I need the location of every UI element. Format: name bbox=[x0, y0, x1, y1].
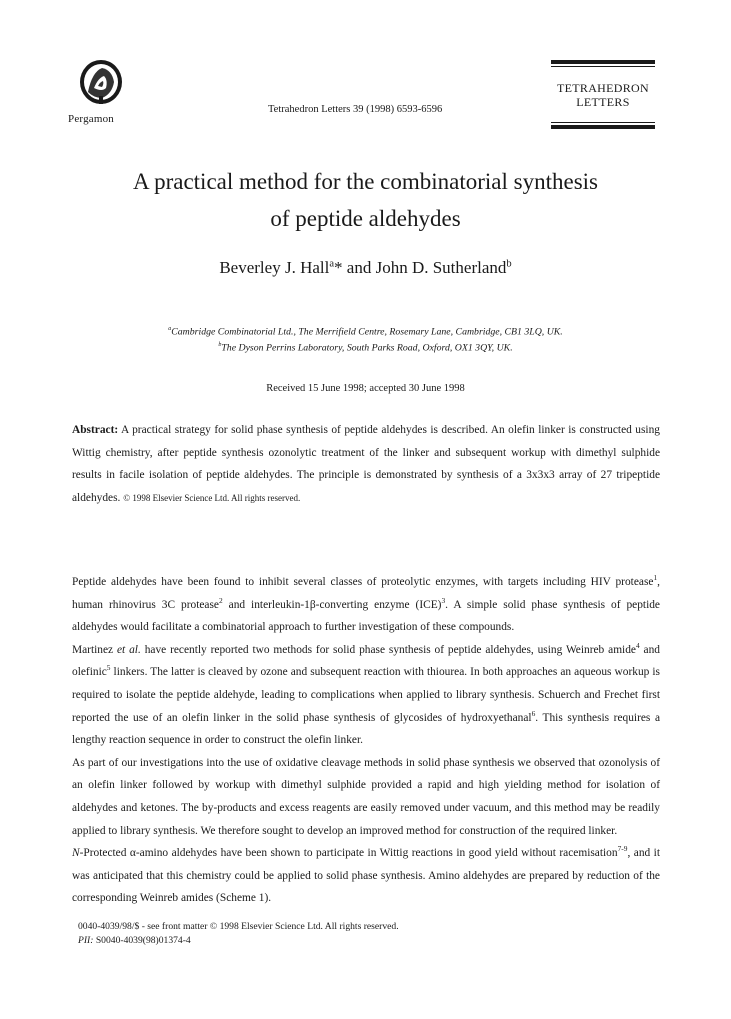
article-title bbox=[60, 163, 671, 237]
citation-4: 4 bbox=[635, 640, 640, 650]
abstract-copyright: © 1998 Elsevier Science Ltd. All rights reserved. bbox=[123, 492, 301, 503]
abstract-label: Abstract: bbox=[72, 424, 119, 436]
footer bbox=[78, 920, 399, 948]
p4-text-b: , and it was anticipated that this chemistry could be applied to solid phase synthesis. Amino aldehydes are prepared by reduction of the corresponding Weinreb amides (Scheme 1). bbox=[72, 847, 660, 905]
p2-text-d: linkers. The latter is cleaved by ozone and subsequent reaction with thiourea. In both approaches an aqueous workup is required to isolate the peptide aldehyde, leading to complications when applied to library synthesis. Schuerch and Frechet first reported the use of an olefin linker in the solid phase synthesis of glycosides of hydroxyethanal bbox=[72, 666, 660, 724]
abstract bbox=[72, 419, 660, 509]
citation-2: 2 bbox=[218, 595, 223, 605]
journal-masthead bbox=[551, 60, 655, 109]
author-hall: Beverley J. Hall bbox=[219, 258, 330, 277]
p1-text-a: Peptide aldehydes have been found to inhibit several classes of proteolytic enzymes, with targets including HIV protease bbox=[72, 576, 654, 588]
body-paragraph-1 bbox=[72, 571, 660, 639]
journal-reference: Tetrahedron Letters 39 (1998) 6593-6596 bbox=[268, 104, 443, 115]
affiliation-a-mark: a bbox=[168, 326, 172, 332]
p2-text-c: and olefinic bbox=[72, 643, 660, 679]
p2-text-a: Martinez bbox=[72, 643, 117, 656]
p1-text-d: . A simple solid phase synthesis of peptide aldehydes would facilitate a combinatorial approach to further investigation of these compounds. bbox=[72, 598, 660, 634]
citation-3: 3 bbox=[441, 595, 446, 605]
author-hall-affiliation-mark: a bbox=[329, 258, 335, 270]
author-conjunction: and bbox=[342, 258, 376, 277]
journal-name-line1: TETRAHEDRON bbox=[557, 81, 649, 95]
affiliation-a-text: Cambridge Combinatorial Ltd., The Merrifield Centre, Rosemary Lane, Cambridge, CB1 3LQ, UK. bbox=[171, 326, 563, 338]
p2-text-e: . This synthesis requires a lengthy reaction sequence in order to construct the olefin linker. bbox=[72, 711, 660, 747]
publisher-name: Pergamon bbox=[68, 113, 115, 125]
author-sutherland-affiliation-mark: b bbox=[506, 258, 512, 270]
article-body bbox=[72, 571, 660, 910]
masthead-rule-bottom-thick bbox=[551, 125, 655, 129]
author-list bbox=[60, 258, 671, 278]
corresponding-author-mark: * bbox=[334, 258, 343, 277]
journal-name bbox=[551, 81, 655, 109]
front-matter-line: 0040-4039/98/$ - see front matter © 1998 Elsevier Science Ltd. All rights reserved. bbox=[78, 921, 399, 932]
citation-5: 5 bbox=[106, 663, 111, 673]
p2-et-al: et al. bbox=[117, 643, 141, 656]
citation-1: 1 bbox=[653, 573, 658, 583]
masthead-rule-top bbox=[551, 60, 655, 64]
pii-line bbox=[78, 934, 399, 948]
citation-7-9: 7-9 bbox=[617, 844, 628, 854]
affiliation-b-text: The Dyson Perrins Laboratory, South Parks Road, Oxford, OX1 3QY, UK. bbox=[221, 342, 513, 354]
citation-6: 6 bbox=[531, 708, 536, 718]
p1-text-c: and interleukin-1β-converting enzyme (ICE) bbox=[222, 598, 442, 611]
p1-text-b: , human rhinovirus 3C protease bbox=[72, 576, 660, 611]
journal-name-line2: LETTERS bbox=[576, 95, 630, 109]
author-sutherland: John D. Sutherland bbox=[375, 258, 507, 277]
p4-text-a: -Protected α-amino aldehydes have been shown to participate in Wittig reactions in good yield without racemisation bbox=[79, 847, 618, 860]
masthead-rule-bottom-thin bbox=[551, 122, 655, 123]
pii-value: S0040-4039(98)01374-4 bbox=[93, 935, 191, 946]
masthead-rule-top-thin bbox=[551, 66, 655, 67]
body-paragraph-3: As part of our investigations into the use of oxidative cleavage methods in solid phase synthesis we observed that ozonolysis of an olefin linker followed by workup with dimethyl sulphide provided a rapid and high yielding method for isolation of aldehydes and ketones. The by-products and excess reagents are easily removed under vacuum, and this method may be readily applied to library synthesis. We therefore sought to develop an improved method for construction of the required linker. bbox=[72, 756, 660, 837]
elsevier-tree-logo bbox=[78, 58, 124, 108]
received-dates: Received 15 June 1998; accepted 30 June 1998 bbox=[266, 383, 465, 394]
body-paragraph-4 bbox=[72, 842, 660, 910]
body-paragraph-2 bbox=[72, 639, 660, 752]
affiliation-b-mark: b bbox=[218, 342, 222, 348]
pii-label: PII: bbox=[78, 935, 94, 946]
p2-text-b: have recently reported two methods for solid phase synthesis of peptide aldehydes, using Weinreb amide bbox=[140, 643, 636, 656]
p4-n-prefix: N bbox=[72, 847, 80, 860]
affiliation-b bbox=[60, 337, 671, 356]
title-line-1: A practical method for the combinatorial synthesis bbox=[133, 169, 598, 194]
abstract-text: A practical strategy for solid phase synthesis of peptide aldehydes is described. An olefin linker is constructed using Wittig chemistry, after peptide synthesis ozonolytic treatment of the linker and subsequent workup with dimethyl sulphide results in facile isolation of peptide aldehydes. The principle is demonstrated by synthesis of a 3x3x3 array of 27 tripeptide aldehydes. bbox=[72, 424, 660, 504]
masthead-rule-bottom bbox=[551, 122, 655, 131]
title-line-2: of peptide aldehydes bbox=[270, 206, 461, 231]
